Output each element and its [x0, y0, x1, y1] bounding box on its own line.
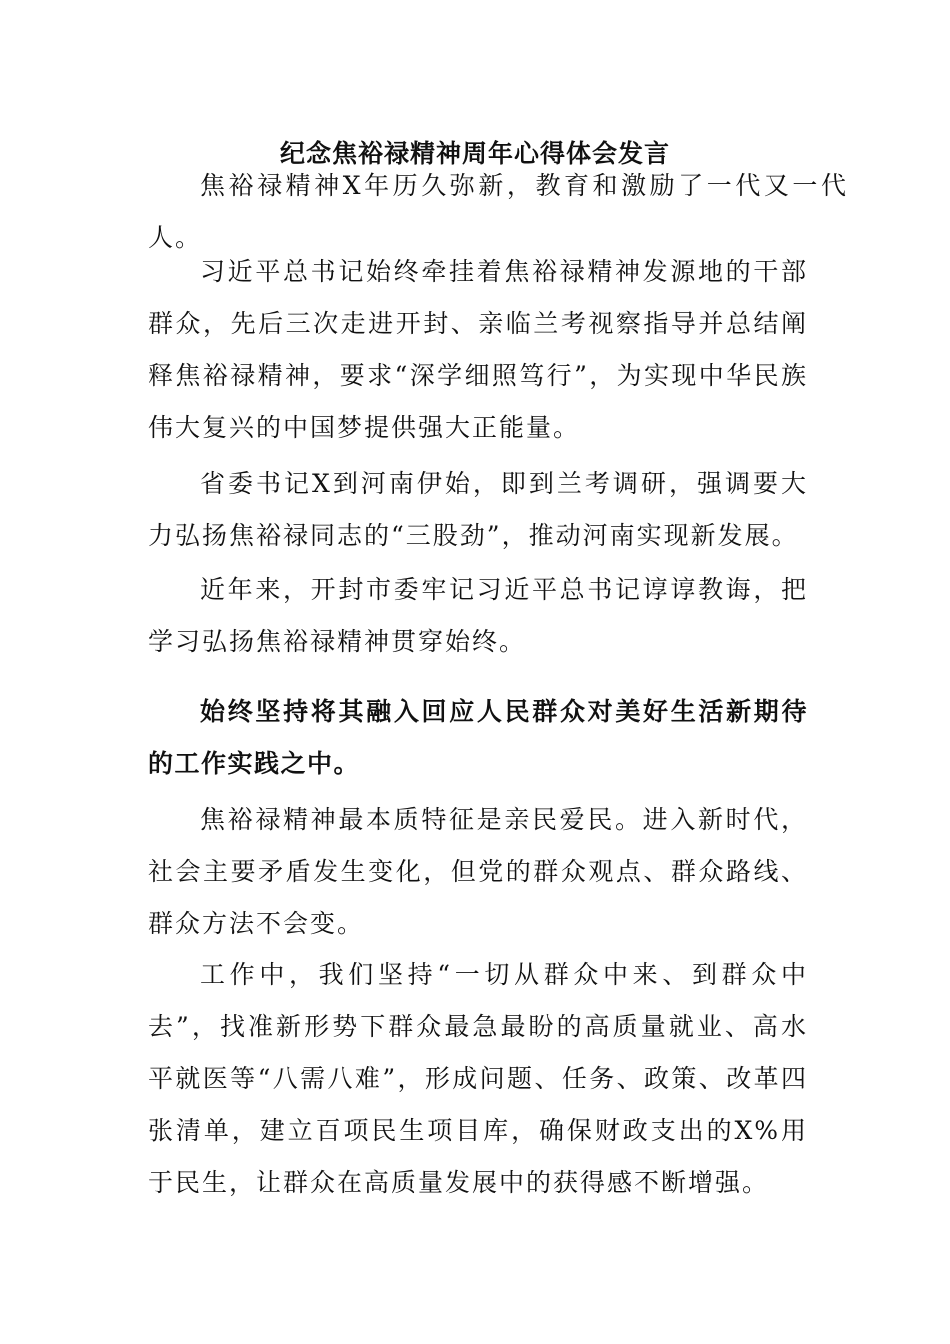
paragraph-kaifeng: 近年来，开封市委牢记习近平总书记谆谆教诲，把学习弘扬焦裕禄精神贯穿始终。 [148, 575, 808, 656]
section-heading: 始终坚持将其融入回应人民群众对美好生活新期待的工作实践之中。 [148, 697, 808, 778]
document-title: 纪念焦裕禄精神周年心得体会发言 [279, 139, 670, 168]
paragraph-xi-jinping: 习近平总书记始终牵挂着焦裕禄精神发源地的干部群众，先后三次走进开封、亲临兰考视察指导并总结阐释焦裕禄精神，要求“深学细照笃行”，为实现中华民族伟大复兴的中国梦提供强大正能量。 [148, 257, 808, 442]
paragraph-work-practice: 工作中，我们坚持“一切从群众中来、到群众中去”，找准新形势下群众最急最盼的高质量就业、高水平就医等“八需八难”，形成问题、任务、政策、改革四张清单，建立百项民生项目库，确保财政支出的X%用于民生，让群众在高质量发展中的获得感不断增强。 [148, 960, 808, 1197]
paragraph-provincial-secretary: 省委书记X到河南伊始，即到兰考调研，强调要大力弘扬焦裕禄同志的“三股劲”，推动河南实现新发展。 [148, 469, 808, 550]
paragraph-essence: 焦裕禄精神最本质特征是亲民爱民。进入新时代，社会主要矛盾发生变化，但党的群众观点、群众路线、群众方法不会变。 [148, 805, 808, 938]
paragraph-intro: 焦裕禄精神X年历久弥新，教育和激励了一代又一代人。 [148, 171, 848, 252]
